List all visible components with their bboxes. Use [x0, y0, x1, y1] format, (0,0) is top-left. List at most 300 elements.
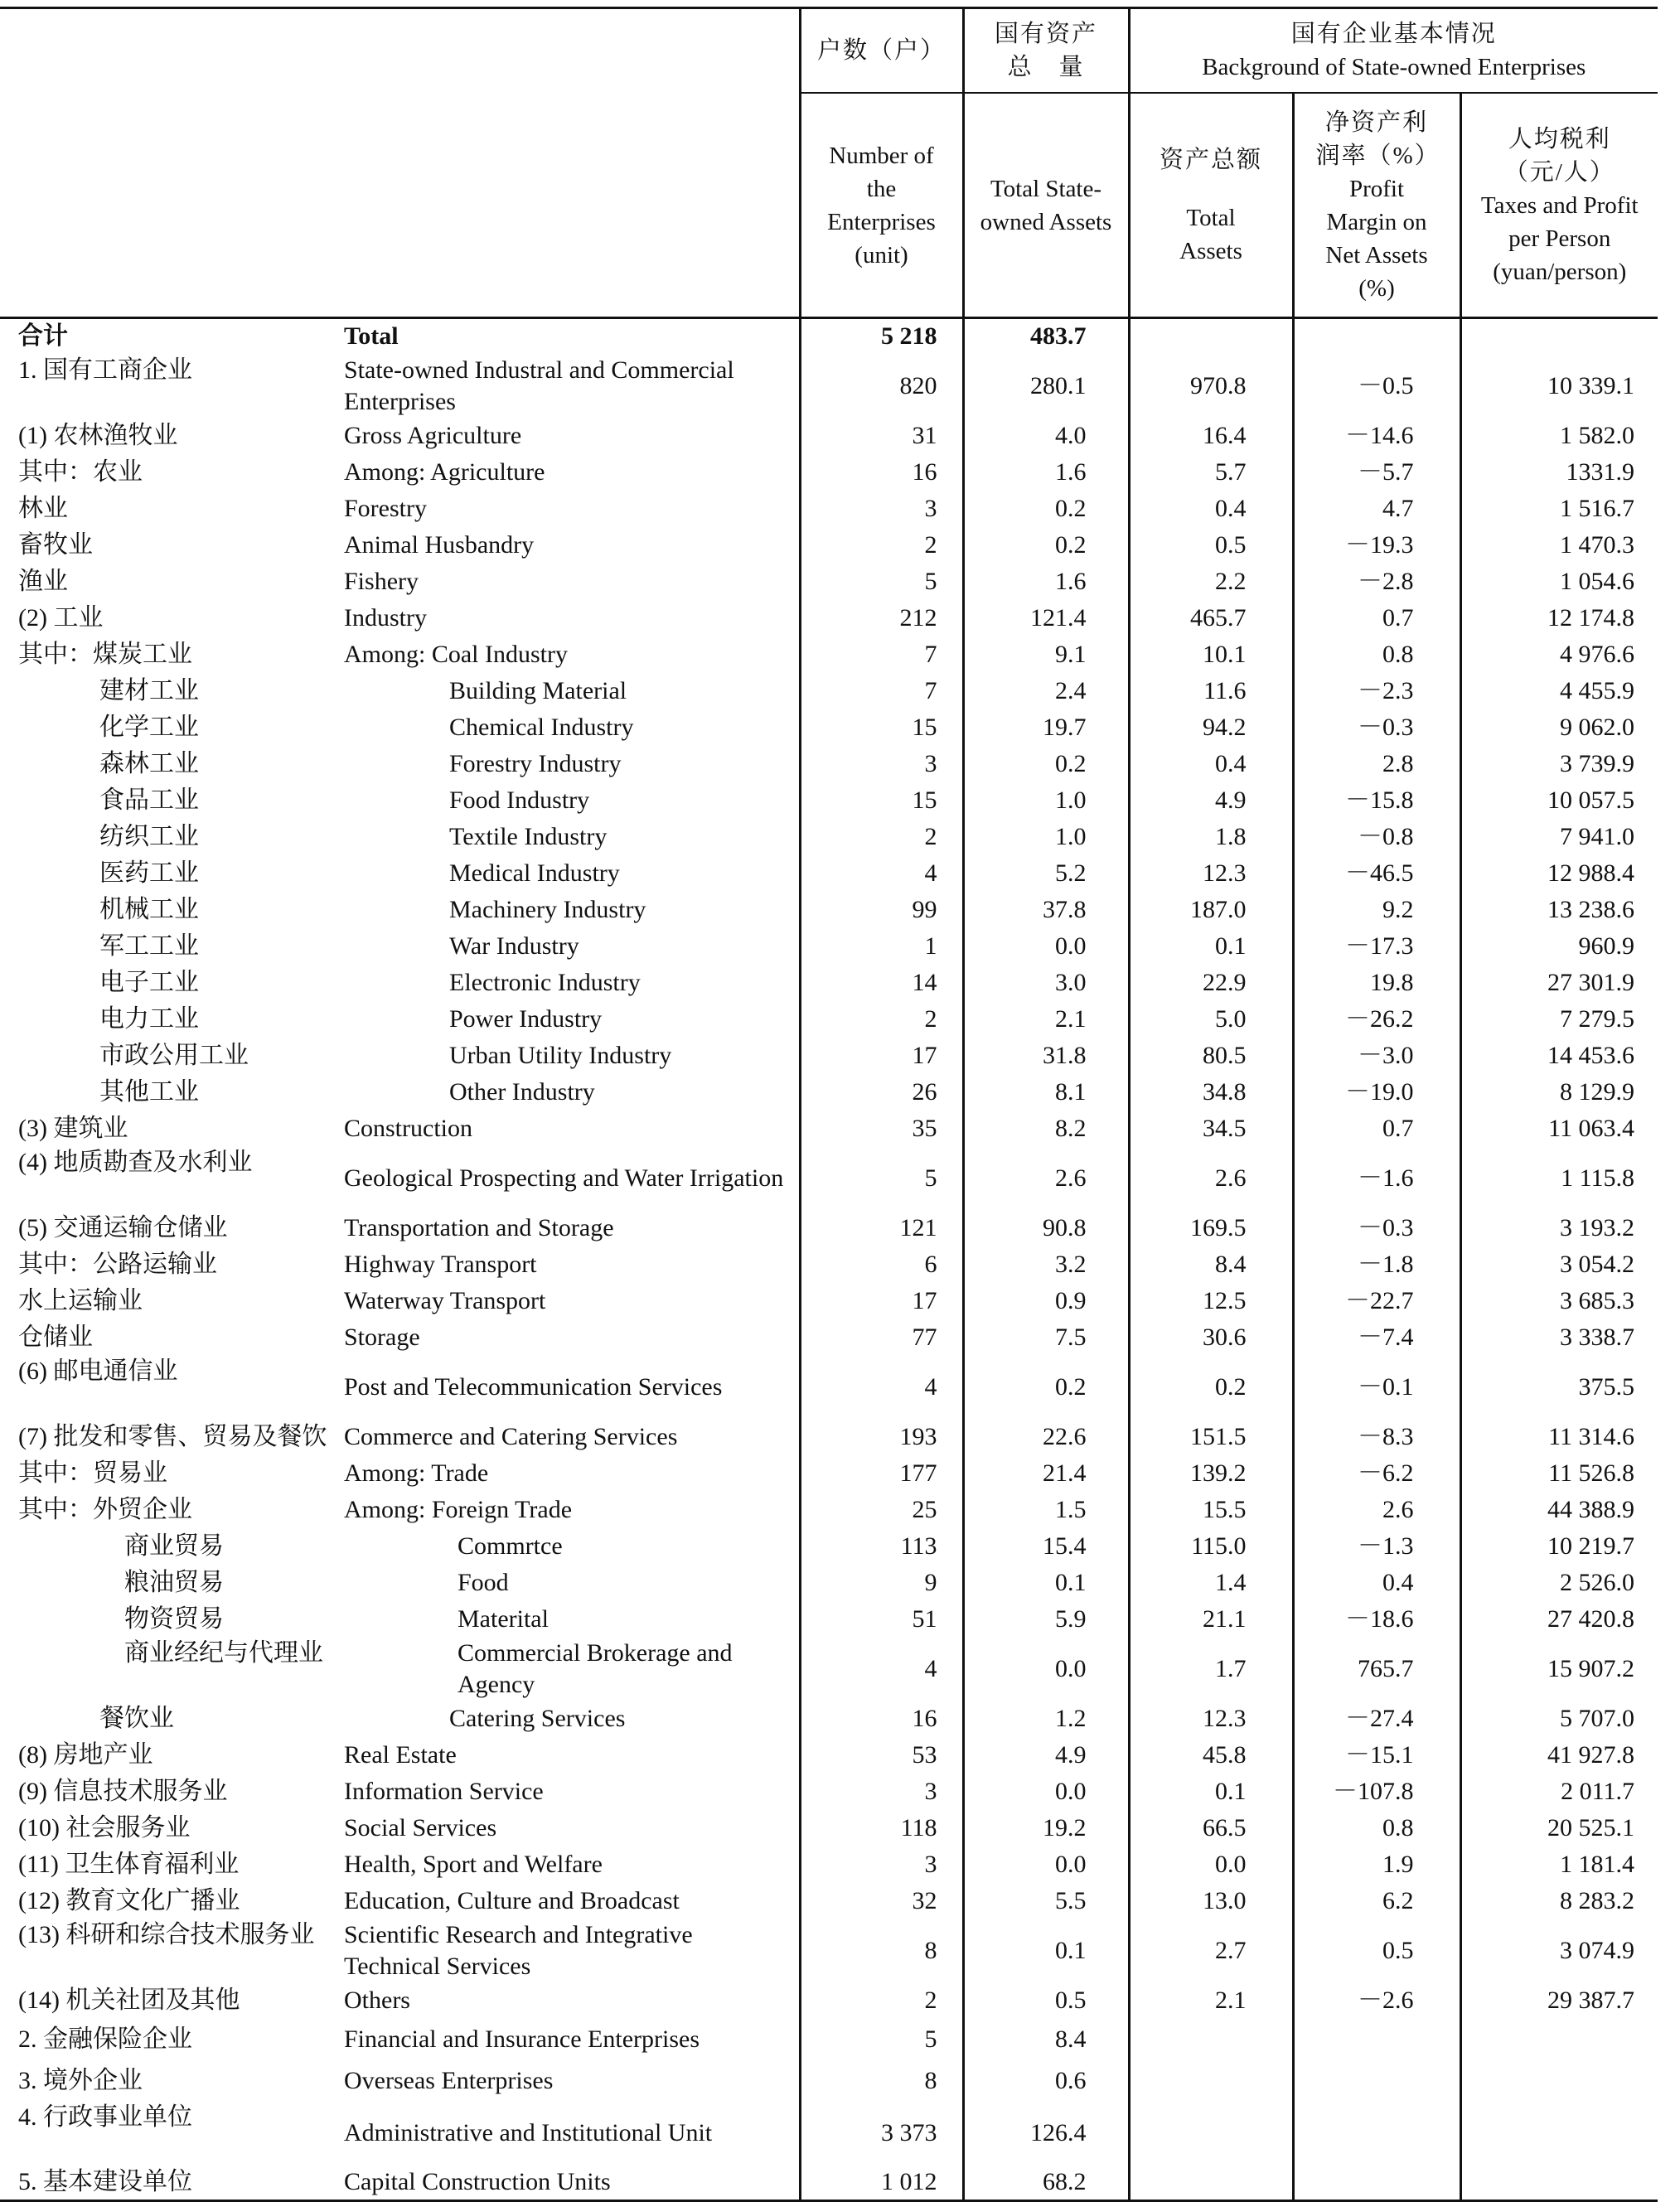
table-row: [0, 673, 1658, 709]
table-row: [0, 564, 1658, 600]
table-row: [0, 2102, 1658, 2165]
cell-count: 17: [800, 1038, 963, 1074]
cell-total-assets: [1129, 2102, 1293, 2165]
row-label-zh: 粮油贸易: [124, 1568, 224, 1596]
header-tax-profit: 人均税利（元/人） Taxes and Profit per Person (yuan/person): [1460, 93, 1658, 318]
cell-tax-profit: 9 062.0: [1460, 709, 1658, 746]
cell-state-assets: 2.6: [963, 1147, 1129, 1210]
cell-state-assets: 0.5: [963, 1982, 1129, 2019]
cell-tax-profit: 15 907.2: [1460, 1638, 1658, 1701]
cell-total-assets: 151.5: [1129, 1419, 1293, 1455]
table-row: [0, 600, 1658, 636]
row-label-zh: 电力工业: [99, 1004, 199, 1033]
row-label-zh: (3) 建筑业: [18, 1114, 128, 1142]
cell-total-assets: 12.5: [1129, 1283, 1293, 1319]
row-label-zh: 森林工业: [99, 749, 199, 777]
row-label-en: Health, Sport and Welfare: [344, 1850, 603, 1878]
table-row: [0, 2060, 1658, 2102]
cell-profit-margin: [1293, 2060, 1460, 2102]
cell-state-assets: 0.1: [963, 1565, 1129, 1601]
table-row: [0, 1601, 1658, 1638]
cell-tax-profit: 1331.9: [1460, 454, 1658, 491]
row-label-en: Scientific Research and Integrative Technical Services: [344, 1920, 693, 1980]
cell-state-assets: 19.7: [963, 709, 1129, 746]
cell-count: 35: [800, 1111, 963, 1147]
cell-count: 16: [800, 454, 963, 491]
cell-count: 1 012: [800, 2165, 963, 2201]
cell-tax-profit: 8 283.2: [1460, 1883, 1658, 1919]
cell-tax-profit: 14 453.6: [1460, 1038, 1658, 1074]
cell-profit-margin: －15.8: [1293, 782, 1460, 819]
table-row: [0, 1701, 1658, 1737]
row-label-en: Geological Prospecting and Water Irrigation: [344, 1164, 784, 1192]
cell-state-assets: 4.0: [963, 418, 1129, 454]
table-row: [0, 855, 1658, 892]
cell-tax-profit: 27 420.8: [1460, 1601, 1658, 1638]
cell-tax-profit: 3 685.3: [1460, 1283, 1658, 1319]
row-label-zh: (4) 地质勘查及水利业: [18, 1148, 253, 1176]
cell-tax-profit: 3 739.9: [1460, 746, 1658, 782]
cell-count: 8: [800, 1919, 963, 1982]
cell-count: 3: [800, 746, 963, 782]
cell-profit-margin: －19.0: [1293, 1074, 1460, 1111]
cell-state-assets: 0.2: [963, 746, 1129, 782]
table-row: [0, 1111, 1658, 1147]
table-row: [0, 318, 1658, 355]
row-label-zh: 机械工业: [99, 895, 199, 923]
cell-state-assets: 19.2: [963, 1810, 1129, 1846]
table-row: [0, 1455, 1658, 1492]
cell-state-assets: 37.8: [963, 892, 1129, 928]
row-label-zh: 军工工业: [99, 932, 199, 960]
table-row: [0, 491, 1658, 527]
cell-count: 121: [800, 1210, 963, 1246]
table-row: [0, 892, 1658, 928]
cell-total-assets: [1129, 2060, 1293, 2102]
header-count-en: Number of the Enterprises (unit): [800, 93, 963, 318]
cell-total-assets: 8.4: [1129, 1246, 1293, 1283]
table-row: [0, 418, 1658, 454]
row-label-zh: 畜牧业: [18, 530, 93, 559]
row-label-zh: (13) 科研和综合技术服务业: [18, 1920, 315, 1948]
cell-tax-profit: 12 988.4: [1460, 855, 1658, 892]
cell-state-assets: 0.0: [963, 1774, 1129, 1810]
table-row: [0, 1147, 1658, 1210]
row-label-en: Storage: [344, 1323, 420, 1351]
cell-tax-profit: 1 470.3: [1460, 527, 1658, 564]
cell-count: 51: [800, 1601, 963, 1638]
row-label-en: Chemical Industry: [449, 713, 634, 741]
cell-state-assets: 280.1: [963, 355, 1129, 418]
cell-profit-margin: －17.3: [1293, 928, 1460, 965]
cell-state-assets: 1.5: [963, 1492, 1129, 1528]
cell-tax-profit: 5 707.0: [1460, 1701, 1658, 1737]
cell-total-assets: 2.6: [1129, 1147, 1293, 1210]
cell-state-assets: 0.9: [963, 1283, 1129, 1319]
cell-tax-profit: 12 174.8: [1460, 600, 1658, 636]
cell-count: 2: [800, 819, 963, 855]
cell-state-assets: 4.9: [963, 1737, 1129, 1774]
cell-profit-margin: －3.0: [1293, 1038, 1460, 1074]
row-label-en: Among: Coal Industry: [344, 640, 568, 668]
cell-state-assets: 1.0: [963, 819, 1129, 855]
cell-tax-profit: 1 181.4: [1460, 1846, 1658, 1883]
cell-count: 15: [800, 709, 963, 746]
cell-total-assets: 30.6: [1129, 1319, 1293, 1356]
cell-total-assets: 169.5: [1129, 1210, 1293, 1246]
cell-total-assets: 115.0: [1129, 1528, 1293, 1565]
row-label-en: Food Industry: [449, 786, 590, 814]
cell-state-assets: 2.1: [963, 1001, 1129, 1038]
cell-total-assets: 66.5: [1129, 1810, 1293, 1846]
cell-count: 7: [800, 673, 963, 709]
row-label-zh: 合计: [18, 322, 68, 351]
cell-tax-profit: 10 219.7: [1460, 1528, 1658, 1565]
cell-tax-profit: [1460, 2102, 1658, 2165]
cell-profit-margin: －8.3: [1293, 1419, 1460, 1455]
header-assets-zh: 国有资产 总 量: [963, 8, 1129, 94]
cell-total-assets: 80.5: [1129, 1038, 1293, 1074]
row-label-zh: 电子工业: [99, 968, 199, 996]
cell-total-assets: 5.7: [1129, 454, 1293, 491]
table-row: [0, 636, 1658, 673]
table-row: [0, 1638, 1658, 1701]
row-label-en: Capital Construction Units: [344, 2165, 800, 2201]
cell-tax-profit: [1460, 2019, 1658, 2060]
cell-profit-margin: －5.7: [1293, 454, 1460, 491]
table-row: [0, 2165, 1658, 2201]
cell-tax-profit: 29 387.7: [1460, 1982, 1658, 2019]
header-count-zh: 户数（户）: [800, 8, 963, 94]
row-label-en: Others: [344, 1986, 410, 2014]
cell-count: 16: [800, 1701, 963, 1737]
cell-profit-margin: －14.6: [1293, 418, 1460, 454]
table-row: [0, 1419, 1658, 1455]
cell-profit-margin: －1.8: [1293, 1246, 1460, 1283]
table-row: [0, 965, 1658, 1001]
cell-total-assets: 0.5: [1129, 527, 1293, 564]
cell-state-assets: 1.0: [963, 782, 1129, 819]
row-label-zh: 仓储业: [18, 1323, 93, 1351]
row-label-zh: 食品工业: [99, 786, 199, 814]
cell-state-assets: 5.2: [963, 855, 1129, 892]
cell-count: 77: [800, 1319, 963, 1356]
row-label-zh: 餐饮业: [99, 1704, 174, 1732]
cell-profit-margin: [1293, 2165, 1460, 2201]
cell-count: 17: [800, 1283, 963, 1319]
table-row: [0, 819, 1658, 855]
cell-tax-profit: 3 193.2: [1460, 1210, 1658, 1246]
cell-profit-margin: －46.5: [1293, 855, 1460, 892]
cell-count: 4: [800, 1638, 963, 1701]
cell-count: 3: [800, 1846, 963, 1883]
cell-profit-margin: 0.7: [1293, 600, 1460, 636]
cell-count: 113: [800, 1528, 963, 1565]
cell-state-assets: 3.0: [963, 965, 1129, 1001]
cell-count: 25: [800, 1492, 963, 1528]
cell-state-assets: 121.4: [963, 600, 1129, 636]
cell-tax-profit: 4 455.9: [1460, 673, 1658, 709]
row-label-zh: 商业贸易: [124, 1532, 224, 1560]
cell-profit-margin: 6.2: [1293, 1883, 1460, 1919]
row-label-en: Commerce and Catering Services: [344, 1422, 678, 1450]
cell-count: 193: [800, 1419, 963, 1455]
cell-profit-margin: 0.8: [1293, 1810, 1460, 1846]
row-label-en: Fishery: [344, 567, 419, 595]
header-background-group: 国有企业基本情况 Background of State-owned Enterprises: [1129, 8, 1658, 94]
cell-tax-profit: 1 054.6: [1460, 564, 1658, 600]
cell-tax-profit: 7 279.5: [1460, 1001, 1658, 1038]
row-label-en: Among: Trade: [344, 1459, 489, 1487]
cell-profit-margin: －0.5: [1293, 355, 1460, 418]
cell-total-assets: 21.1: [1129, 1601, 1293, 1638]
cell-total-assets: 0.4: [1129, 491, 1293, 527]
cell-profit-margin: －22.7: [1293, 1283, 1460, 1319]
cell-tax-profit: 2 011.7: [1460, 1774, 1658, 1810]
cell-tax-profit: 44 388.9: [1460, 1492, 1658, 1528]
table-row: [0, 1246, 1658, 1283]
row-label-en: Gross Agriculture: [344, 421, 522, 449]
cell-profit-margin: －0.3: [1293, 709, 1460, 746]
row-label-en: War Industry: [449, 932, 579, 960]
row-label-zh: (12) 教育文化广播业: [18, 1886, 240, 1914]
cell-total-assets: 0.0: [1129, 1846, 1293, 1883]
cell-profit-margin: 0.8: [1293, 636, 1460, 673]
row-label-zh: (9) 信息技术服务业: [18, 1777, 228, 1805]
row-label-zh: 其中：公路运输业: [18, 1250, 217, 1278]
table-row: [0, 2019, 1658, 2060]
row-label-en: Construction: [344, 1114, 472, 1142]
cell-state-assets: 22.6: [963, 1419, 1129, 1455]
cell-tax-profit: [1460, 2165, 1658, 2201]
row-label-zh: 4. 行政事业单位: [18, 2103, 192, 2131]
row-label-zh: 5. 基本建设单位: [0, 2165, 344, 2201]
row-label-en: Building Material: [449, 676, 627, 704]
table-row: [0, 1492, 1658, 1528]
cell-state-assets: 1.6: [963, 564, 1129, 600]
cell-state-assets: 0.0: [963, 928, 1129, 965]
cell-count: 26: [800, 1074, 963, 1111]
cell-count: 5 218: [800, 318, 963, 355]
cell-total-assets: 11.6: [1129, 673, 1293, 709]
cell-total-assets: 10.1: [1129, 636, 1293, 673]
cell-count: 5: [800, 2019, 963, 2060]
table-row: [0, 928, 1658, 965]
row-label-en: Commercial Brokerage and Agency: [458, 1638, 733, 1698]
cell-state-assets: 0.2: [963, 491, 1129, 527]
cell-count: 3 373: [800, 2102, 963, 2165]
cell-profit-margin: 0.4: [1293, 1565, 1460, 1601]
cell-state-assets: 21.4: [963, 1455, 1129, 1492]
cell-profit-margin: 1.9: [1293, 1846, 1460, 1883]
cell-total-assets: 465.7: [1129, 600, 1293, 636]
row-label-zh: 医药工业: [99, 859, 199, 887]
cell-profit-margin: 9.2: [1293, 892, 1460, 928]
cell-profit-margin: －2.6: [1293, 1982, 1460, 2019]
table-row: [0, 1001, 1658, 1038]
cell-tax-profit: 3 054.2: [1460, 1246, 1658, 1283]
row-label-zh: 化学工业: [99, 713, 199, 741]
cell-state-assets: 9.1: [963, 636, 1129, 673]
cell-count: 2: [800, 527, 963, 564]
cell-total-assets: 34.8: [1129, 1074, 1293, 1111]
row-label-en: Waterway Transport: [344, 1286, 546, 1314]
cell-profit-margin: [1293, 2102, 1460, 2165]
cell-count: 8: [800, 2060, 963, 2102]
cell-tax-profit: 375.5: [1460, 1356, 1658, 1419]
row-label-en: Post and Telecommunication Services: [344, 1372, 723, 1401]
cell-count: 4: [800, 1356, 963, 1419]
row-label-zh: 渔业: [18, 567, 68, 595]
cell-total-assets: 1.4: [1129, 1565, 1293, 1601]
cell-state-assets: 1.6: [963, 454, 1129, 491]
table-row: [0, 782, 1658, 819]
cell-count: 9: [800, 1565, 963, 1601]
cell-tax-profit: 960.9: [1460, 928, 1658, 965]
cell-count: 31: [800, 418, 963, 454]
table-row: [0, 709, 1658, 746]
cell-state-assets: 2.4: [963, 673, 1129, 709]
cell-state-assets: 1.2: [963, 1701, 1129, 1737]
cell-total-assets: 1.7: [1129, 1638, 1293, 1701]
cell-state-assets: 8.2: [963, 1111, 1129, 1147]
cell-total-assets: [1129, 2019, 1293, 2060]
cell-state-assets: 68.2: [963, 2165, 1129, 2201]
table-row: [0, 454, 1658, 491]
cell-tax-profit: 20 525.1: [1460, 1810, 1658, 1846]
cell-total-assets: 94.2: [1129, 709, 1293, 746]
cell-profit-margin: 19.8: [1293, 965, 1460, 1001]
table-row: [0, 1846, 1658, 1883]
cell-profit-margin: －107.8: [1293, 1774, 1460, 1810]
cell-tax-profit: [1460, 2060, 1658, 2102]
row-label-en: Electronic Industry: [449, 968, 641, 996]
cell-profit-margin: －15.1: [1293, 1737, 1460, 1774]
cell-state-assets: 0.0: [963, 1846, 1129, 1883]
row-label-zh: (2) 工业: [18, 603, 104, 632]
cell-profit-margin: 4.7: [1293, 491, 1460, 527]
row-label-zh: 其中：外贸企业: [18, 1495, 192, 1523]
cell-state-assets: 8.1: [963, 1074, 1129, 1111]
header-profit-margin: 净资产利润率（%） Profit Margin on Net Assets (%): [1293, 93, 1460, 318]
cell-profit-margin: －1.3: [1293, 1528, 1460, 1565]
cell-tax-profit: 2 526.0: [1460, 1565, 1658, 1601]
row-label-en: Information Service: [344, 1777, 544, 1805]
cell-count: 14: [800, 965, 963, 1001]
cell-profit-margin: －27.4: [1293, 1701, 1460, 1737]
cell-state-assets: 0.2: [963, 1356, 1129, 1419]
cell-count: 5: [800, 1147, 963, 1210]
row-label-zh: 市政公用工业: [99, 1041, 249, 1069]
row-label-zh: 物资贸易: [124, 1604, 224, 1633]
cell-total-assets: 4.9: [1129, 782, 1293, 819]
cell-total-assets: 187.0: [1129, 892, 1293, 928]
table-row: [0, 1883, 1658, 1919]
row-label-zh: (5) 交通运输仓储业: [18, 1213, 228, 1241]
row-label-zh: 3. 境外企业: [18, 2066, 143, 2094]
row-label-en: Urban Utility Industry: [449, 1041, 672, 1069]
row-label-zh: 商业经纪与代理业: [124, 1638, 323, 1667]
cell-profit-margin: －1.6: [1293, 1147, 1460, 1210]
cell-total-assets: 2.2: [1129, 564, 1293, 600]
cell-state-assets: 0.6: [963, 2060, 1129, 2102]
table-row: [0, 746, 1658, 782]
row-label-en: Among: Foreign Trade: [344, 1495, 573, 1523]
row-label-en: Financial and Insurance Enterprises: [344, 2025, 700, 2053]
row-label-en: Transportation and Storage: [344, 1213, 614, 1241]
cell-tax-profit: 11 526.8: [1460, 1455, 1658, 1492]
cell-tax-profit: 1 516.7: [1460, 491, 1658, 527]
cell-total-assets: 2.1: [1129, 1982, 1293, 2019]
header-total-assets: 资产总额 Total Assets: [1129, 93, 1293, 318]
row-label-en: Education, Culture and Broadcast: [344, 1886, 680, 1914]
table-row: [0, 1774, 1658, 1810]
row-label-zh: 其中：贸易业: [18, 1459, 167, 1487]
cell-total-assets: 2.7: [1129, 1919, 1293, 1982]
cell-count: 5: [800, 564, 963, 600]
table-row: [0, 1356, 1658, 1419]
cell-tax-profit: 7 941.0: [1460, 819, 1658, 855]
cell-count: 15: [800, 782, 963, 819]
table-row: [0, 1565, 1658, 1601]
row-label-zh: 1. 国有工商企业: [18, 356, 192, 384]
table-row: [0, 355, 1658, 418]
row-label-en: Power Industry: [449, 1004, 603, 1033]
stub-header-lower: [0, 93, 800, 318]
row-label-zh: 其他工业: [99, 1077, 199, 1106]
row-label-en: Forestry: [344, 494, 427, 522]
cell-count: 4: [800, 855, 963, 892]
cell-total-assets: 12.3: [1129, 1701, 1293, 1737]
cell-profit-margin: －2.3: [1293, 673, 1460, 709]
cell-count: 820: [800, 355, 963, 418]
cell-profit-margin: －0.8: [1293, 819, 1460, 855]
cell-count: 3: [800, 491, 963, 527]
cell-total-assets: 970.8: [1129, 355, 1293, 418]
row-label-en: Catering Services: [449, 1704, 626, 1732]
cell-profit-margin: －18.6: [1293, 1601, 1460, 1638]
cell-tax-profit: 41 927.8: [1460, 1737, 1658, 1774]
cell-count: 6: [800, 1246, 963, 1283]
table-row: [0, 1074, 1658, 1111]
cell-tax-profit: 3 338.7: [1460, 1319, 1658, 1356]
cell-total-assets: 22.9: [1129, 965, 1293, 1001]
table-row: [0, 1982, 1658, 2019]
cell-profit-margin: 0.5: [1293, 1919, 1460, 1982]
cell-profit-margin: －0.1: [1293, 1356, 1460, 1419]
cell-profit-margin: 2.6: [1293, 1492, 1460, 1528]
cell-tax-profit: 11 063.4: [1460, 1111, 1658, 1147]
row-label-en: Real Estate: [344, 1740, 457, 1769]
table-row: [0, 1038, 1658, 1074]
row-label-zh: 其中：煤炭工业: [18, 640, 192, 668]
cell-count: 2: [800, 1982, 963, 2019]
cell-state-assets: 8.4: [963, 2019, 1129, 2060]
cell-profit-margin: [1293, 318, 1460, 355]
table-row: [0, 1919, 1658, 1982]
row-label-en: Machinery Industry: [449, 895, 646, 923]
row-label-en: Materital: [458, 1604, 549, 1633]
row-label-zh: (1) 农林渔牧业: [18, 421, 178, 449]
cell-state-assets: 90.8: [963, 1210, 1129, 1246]
cell-total-assets: 0.4: [1129, 746, 1293, 782]
cell-total-assets: 1.8: [1129, 819, 1293, 855]
cell-tax-profit: 10 339.1: [1460, 355, 1658, 418]
cell-total-assets: 0.1: [1129, 928, 1293, 965]
row-label-zh: (7) 批发和零售、贸易及餐饮: [18, 1422, 327, 1450]
row-label-zh: 其中：农业: [18, 457, 143, 486]
row-label-en: Other Industry: [449, 1077, 595, 1106]
